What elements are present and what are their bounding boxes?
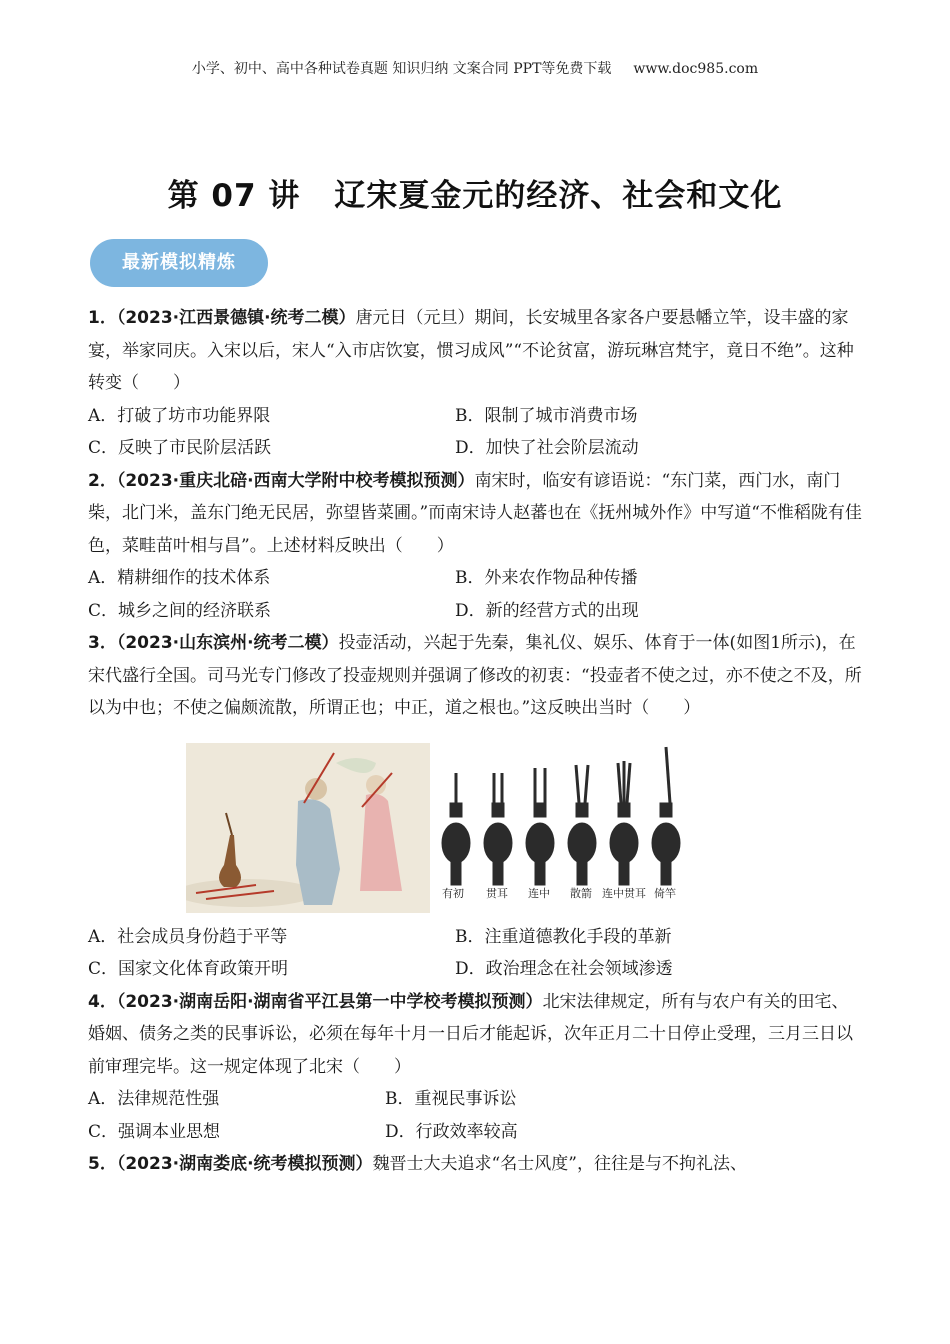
question-5 (88, 1148, 864, 1181)
question-4 (88, 986, 864, 1149)
question-source: 4．（2023·湖南岳阳·湖南省平江县第一中学校考模拟预测） (88, 991, 543, 1012)
figure-label: 散箭 (570, 887, 592, 900)
option-list (88, 562, 864, 627)
question-source: 3．（2023·山东滨州·统考二模） (88, 633, 339, 653)
question-1 (88, 302, 864, 465)
figure-label: 贯耳 (486, 887, 508, 900)
lecture-number: 第 07 讲 (167, 178, 301, 214)
option-d: D．行政效率较高 (385, 1121, 518, 1142)
question-source: 1．（2023·江西景德镇·统考二模） (88, 308, 356, 328)
figure-label: 连中 (528, 887, 550, 900)
question-stem: 投壶活动，兴起于先秦，集礼仪、娱乐、体育于一体(如图1所示)，在宋代盛行全国。司马光专门修改了投壶规则并强调了修改的初衷：“投壶者不使之过，亦不使之不及，所以为中也；不使之偏颇流散，所谓正也；中正，道之根也。”这反映出当时（ ） (88, 633, 862, 718)
question-3 (88, 627, 864, 986)
option-d: D．政治理念在社会领域渗透 (455, 959, 673, 979)
option-c: C．国家文化体育政策开明 (88, 959, 289, 979)
section-badge: 最新模拟精炼 (90, 239, 268, 287)
touhu-diagram (438, 743, 706, 913)
option-a: A．社会成员身份趋于平等 (88, 926, 288, 947)
question-2 (88, 465, 864, 628)
option-b: B．限制了城市消费市场 (455, 405, 638, 426)
option-b: B．注重道德教化手段的革新 (455, 926, 672, 947)
lecture-topic: 辽宋夏金元的经济、社会和文化 (334, 178, 783, 214)
option-list (88, 921, 864, 986)
question-source: 2．（2023·重庆北碚·西南大学附中校考模拟预测） (88, 470, 475, 491)
touhu-painting-image (186, 743, 430, 913)
option-list (88, 400, 864, 465)
figure-label: 连中贯耳 (602, 887, 646, 900)
option-a: A．法律规范性强 (88, 1089, 220, 1109)
option-a: A．打破了坊市功能界限 (88, 405, 271, 426)
option-list (88, 1083, 864, 1148)
question-stem: 北宋法律规定，所有与农户有关的田宅、婚姻、债务之类的民事诉讼，必须在每年十月一日后才能起诉，次年正月二十日停止受理，三月三日以前审理完毕。这一规定体现了北宋（ ） (88, 991, 853, 1077)
figure-label: 倚竿 (654, 887, 676, 900)
page-header (0, 58, 950, 78)
option-a: A．精耕细作的技术体系 (88, 568, 271, 588)
page-title (0, 170, 950, 215)
touhu-figure (186, 741, 864, 913)
header-url[interactable]: www.doc985.com (633, 61, 759, 77)
option-d: D．新的经营方式的出现 (455, 600, 639, 621)
header-text: 小学、初中、高中各种试卷真题 知识归纳 文案合同 PPT等免费下载 (191, 61, 612, 77)
option-d: D．加快了社会阶层流动 (455, 438, 639, 458)
question-stem: 魏晋士大夫追求“名士风度”，往往是与不拘礼法、 (372, 1154, 747, 1174)
option-b: B．外来农作物品种传播 (455, 568, 638, 588)
question-stem: 唐元日（元旦）期间，长安城里各家各户要悬幡立竿，设丰盛的家宴，举家同庆。入宋以后，宋人“入市店饮宴，惯习成风”“不论贫富，游玩琳宫梵宇，竟日不绝”。这种转变（ ） (88, 308, 854, 393)
question-list (88, 302, 864, 1181)
option-c: C．强调本业思想 (88, 1121, 221, 1142)
figure-label: 有初 (442, 887, 464, 900)
question-source: 5．（2023·湖南娄底·统考模拟预测） (88, 1154, 373, 1174)
question-stem: 南宋时，临安有谚语说：“东门菜，西门水，南门柴，北门米，盖东门绝无民居，弥望皆菜圃。”而南宋诗人赵蕃也在《抚州城外作》中写道“不惟稻陇有佳色，菜畦苗叶相与昌”。上述材料反映出（ ） (88, 470, 862, 556)
option-c: C．反映了市民阶层活跃 (88, 438, 272, 458)
option-b: B．重视民事诉讼 (385, 1089, 517, 1109)
option-c: C．城乡之间的经济联系 (88, 600, 272, 621)
